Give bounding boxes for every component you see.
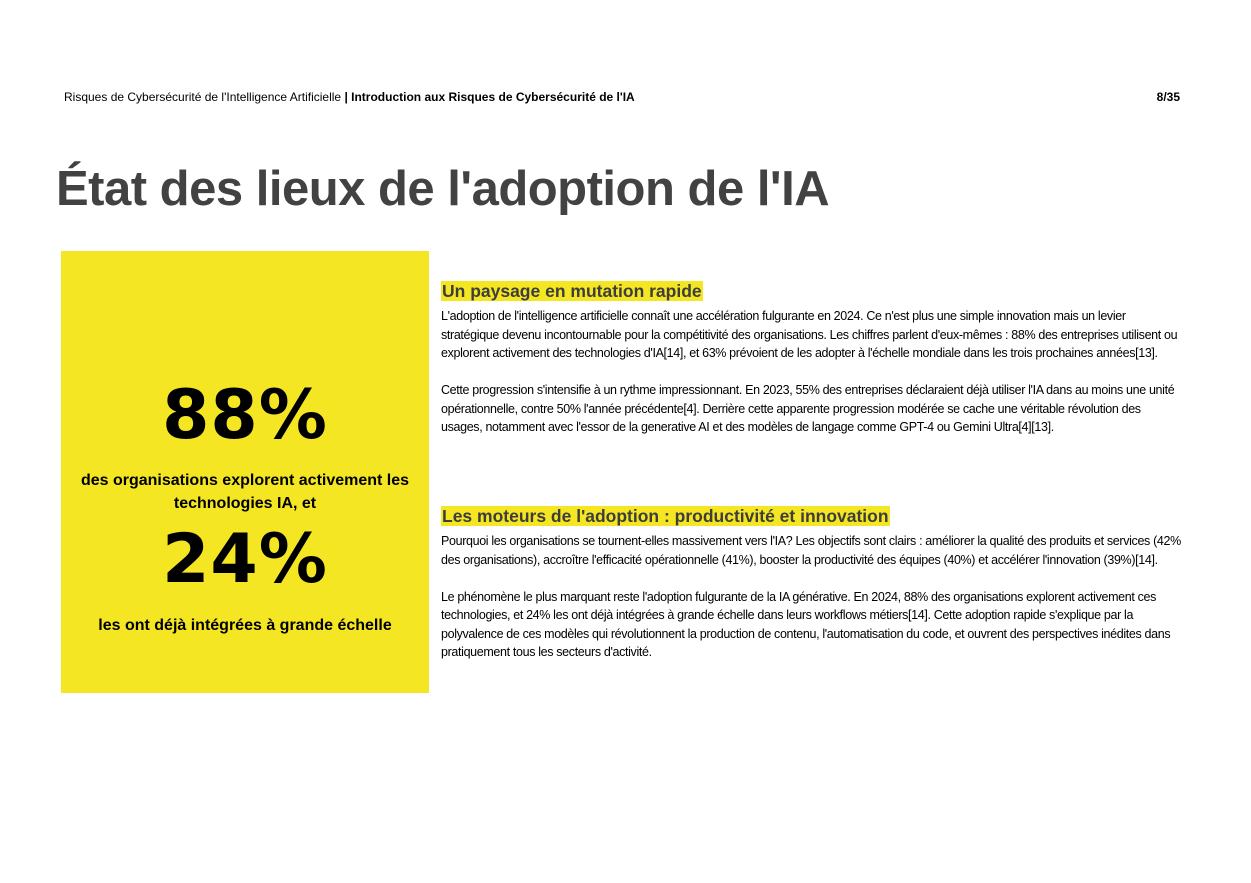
section-paragraph: Pourquoi les organisations se tournent-elles massivement vers l'IA? Les objectifs sont clairs : améliorer la qualité des produits et services (42% des organisations), accroître l'efficacité opérationnelle (41%), booster la productivité des équipes (40%) et accélérer l'innovation (39%)[14]. [441, 534, 1181, 567]
stat-highlight-panel [61, 251, 429, 693]
stat-88-percent: 88% [162, 376, 328, 455]
chapter-title: Introduction aux Risques de Cybersécurité de l'IA [351, 90, 635, 104]
section-moteurs [441, 506, 1183, 662]
page-number: 8/35 [1156, 90, 1180, 104]
page-title: État des lieux de l'adoption de l'IA [56, 162, 830, 216]
section-heading: Un paysage en mutation rapide [442, 281, 702, 301]
breadcrumb-separator: | [341, 90, 352, 104]
section-paragraph: L'adoption de l'intelligence artificielle connaît une accélération fulgurante en 2024. Ce n'est plus une simple innovation mais un levier stratégique devenu incontournable pour la compétitivité des organisations. Les chiffres parlent d'eux-mêmes : 88% des entreprises utilisent ou explorent activement des technologies d'IA[14], et 63% prévoient de les adopter à l'échelle mondiale dans les trois prochaines années[13]. [441, 309, 1178, 360]
stat-24-percent: 24% [162, 520, 328, 599]
section-paysage [441, 281, 1183, 437]
section-paragraph: Cette progression s'intensifie à un rythme impressionnant. En 2023, 55% des entreprises déclaraient déjà utiliser l'IA dans au moins une unité opérationnelle, contre 50% l'année précédente[4]. Derrière cette apparente progression modérée se cache une véritable révolution des usages, notamment avec l'essor de la generative AI et des modèles de langage comme GPT-4 ou Gemini Ultra[4][13]. [441, 383, 1175, 434]
stat-24-caption: les ont déjà intégrées à grande échelle [98, 617, 392, 634]
stat-88-caption: des organisations explorent activement les technologies IA, et [80, 472, 410, 512]
breadcrumb [64, 90, 635, 104]
section-paragraph: Le phénomène le plus marquant reste l'adoption fulgurante de la IA générative. En 2024, 88% des organisations explorent activement ces technologies, et 24% les ont déjà intégrées à grande échelle dans leurs workflows métiers[14]. Cette adoption rapide s'explique par la polyvalence de ces modèles qui révolutionnent la production de contenu, l'automatisation du code, et ouvrent des perspectives inédites dans pratiquement tous les secteurs d'activité. [441, 589, 1171, 659]
section-heading: Les moteurs de l'adoption : productivité et innovation [442, 506, 889, 526]
page-header [64, 90, 1180, 104]
document-title: Risques de Cybersécurité de l'Intelligence Artificielle [64, 90, 342, 104]
